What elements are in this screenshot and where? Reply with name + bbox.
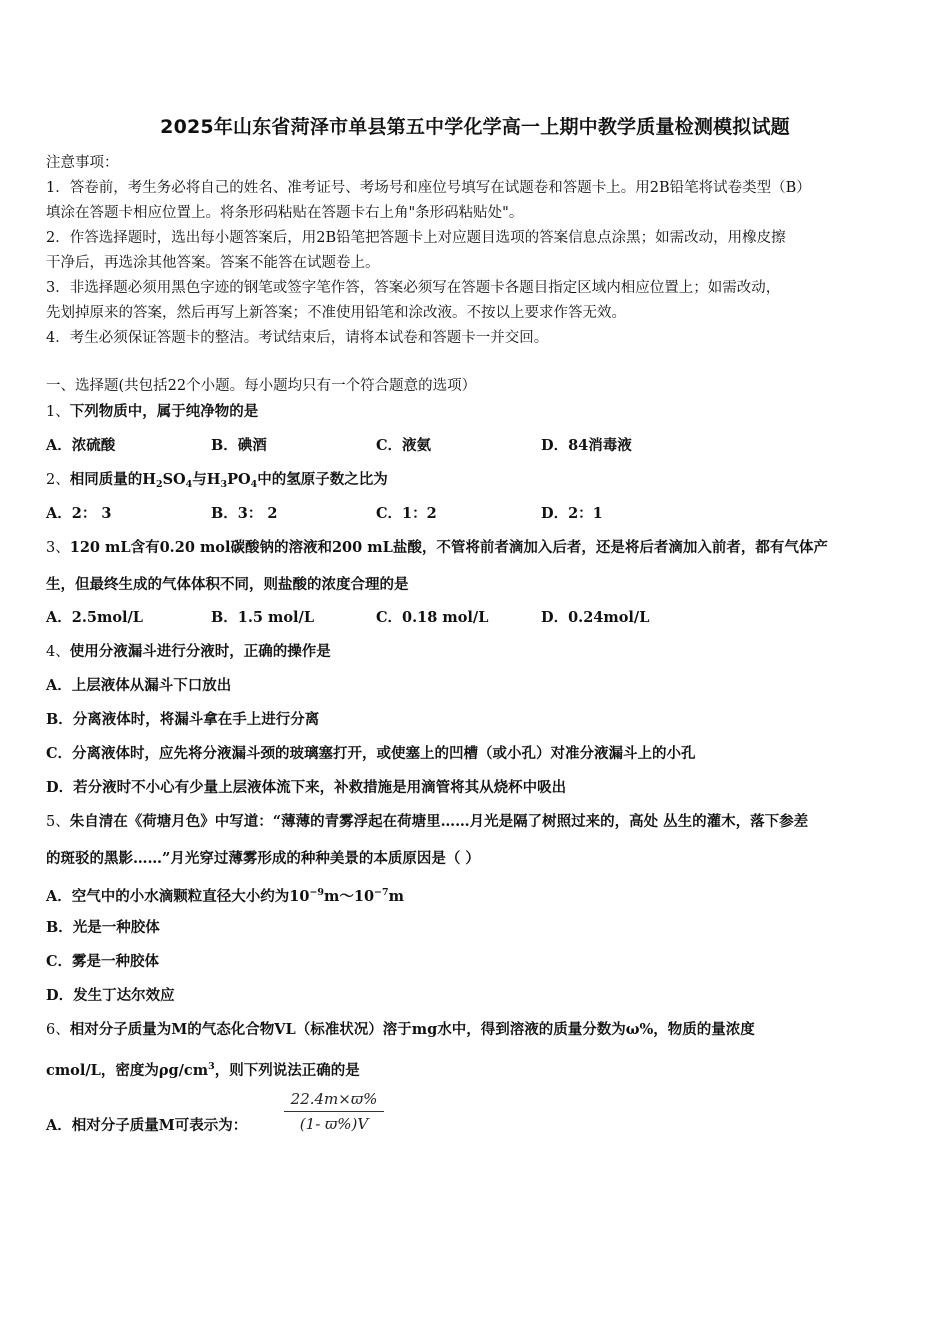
question-text: 朱自清在《荷塘月色》中写道：“薄薄的青雾浮起在荷塘里……月光是隔了树照过来的，高处 丛生的灌木，落下参差 <box>69 813 809 830</box>
option-d[interactable]: D．发生丁达尔效应 <box>46 987 175 1004</box>
option-b[interactable]: B．3： 2 <box>211 505 278 522</box>
option-b[interactable]: B．碘酒 <box>211 437 267 454</box>
question-number: 3、 <box>46 540 70 556</box>
question-5-stem <box>46 812 808 832</box>
option-a[interactable]: A．2： 3 <box>46 505 112 522</box>
option-d[interactable]: D．2：1 <box>541 505 603 522</box>
option-b[interactable]: B．分离液体时，将漏斗拿在手上进行分离 <box>46 711 320 728</box>
option-c[interactable]: C．0.18 mol/L <box>376 609 489 626</box>
fraction-denominator: (1- ϖ%)V <box>299 1115 369 1133</box>
question-2-stem <box>46 470 388 495</box>
question-1-stem <box>46 402 258 422</box>
option-a[interactable]: A．浓硫酸 <box>46 437 116 454</box>
question-number: 1、 <box>46 404 70 420</box>
option-d[interactable]: D．0.24mol/L <box>541 609 650 626</box>
question-text: 相对分子质量为M的气态化合物VL（标准状况）溶于mg水中，得到溶液的质量分数为ω%，物质的量浓度 <box>69 1021 755 1038</box>
option-a[interactable]: A．2.5mol/L <box>46 609 143 626</box>
fraction-numerator: 22.4m×ϖ% <box>284 1090 384 1112</box>
question-4-stem <box>46 642 331 662</box>
question-6-stem <box>46 1020 755 1040</box>
option-c[interactable]: C．1：2 <box>376 505 437 522</box>
option-b[interactable]: B．光是一种胶体 <box>46 919 160 936</box>
option-a[interactable]: A．上层液体从漏斗下口放出 <box>46 677 232 694</box>
notice-line: 干净后，再选涂其他答案。答案不能答在试题卷上。 <box>46 255 380 271</box>
question-number: 6、 <box>46 1022 70 1038</box>
notice-line: 4．考生必须保证答题卡的整洁。考试结束后，请将本试卷和答题卡一并交回。 <box>46 330 549 346</box>
notice-line: 2．作答选择题时，选出每小题答案后，用2B铅笔把答题卡上对应题目选项的答案信息点涂黑；如需改动，用橡皮擦 <box>46 230 786 246</box>
question-6-stem-cont: cmol/L，密度为$\rho g/cm^3$，则下列说法正确的是 <box>46 1061 360 1079</box>
notice-line: 3．非选择题必须用黑色字迹的钢笔或签字笔作答，答案必须写在答题卡各题目指定区域内相应位置上；如需改动， <box>46 280 781 296</box>
notice-heading: 注意事项： <box>46 155 119 171</box>
question-text: 120 mL含有0.20 mol碳酸钠的溶液和200 mL盐酸，不管将前者滴加入后者，还是将后者滴加入前者，都有气体产 <box>69 539 828 556</box>
question-number: 2、 <box>46 472 70 488</box>
option-a[interactable]: A．空气中的小水滴颗粒直径大小约为$10^{-9}m\sim 10^{-7}m$ <box>46 887 404 905</box>
option-d[interactable]: D．若分液时不小心有少量上层液体流下来，补救措施是用滴管将其从烧杯中吸出 <box>46 779 567 796</box>
notice-line: 1．答卷前，考生务必将自己的姓名、准考证号、考场号和座位号填写在试题卷和答题卡上。用2B铅笔将试卷类型（B） <box>46 180 811 196</box>
question-5-stem-cont: 的斑驳的黑影……”月光穿过薄雾形成的种种美景的本质原因是（ ） <box>46 850 480 867</box>
option-d[interactable]: D．84消毒液 <box>541 437 632 454</box>
option-c[interactable]: C．分离液体时，应先将分液漏斗颈的玻璃塞打开，或使塞上的凹槽（或小孔）对准分液漏斗上的小孔 <box>46 745 696 762</box>
page-title: 2025年山东省菏泽市单县第五中学化学高一上期中教学质量检测模拟试题 <box>160 116 790 138</box>
question-3-stem-cont: 生，但最终生成的气体体积不同，则盐酸的浓度合理的是 <box>46 576 409 593</box>
notice-line: 先划掉原来的答案，然后再写上新答案；不准使用铅笔和涂改液。不按以上要求作答无效。 <box>46 305 626 321</box>
option-c[interactable]: C．液氨 <box>376 437 432 454</box>
section-heading: 一、选择题(共包括22个小题。每小题均只有一个符合题意的选项） <box>46 378 477 394</box>
option-c[interactable]: C．雾是一种胶体 <box>46 953 160 970</box>
option-a[interactable]: A．相对分子质量M可表示为： <box>46 1117 248 1134</box>
question-text: 下列物质中，属于纯净物的是 <box>69 403 259 420</box>
option-b[interactable]: B．1.5 mol/L <box>211 609 315 626</box>
question-number: 5、 <box>46 814 70 830</box>
formula-fraction <box>284 1090 384 1133</box>
question-text: 使用分液漏斗进行分液时，正确的操作是 <box>69 643 331 660</box>
question-text: 相同质量的$H_2SO_4$与$H_3PO_4$中的氢原子数之比为 <box>69 471 388 490</box>
notice-line: 填涂在答题卡相应位置上。将条形码粘贴在答题卡右上角"条形码粘贴处"。 <box>46 205 524 221</box>
question-number: 4、 <box>46 644 70 660</box>
question-3-stem <box>46 538 828 558</box>
